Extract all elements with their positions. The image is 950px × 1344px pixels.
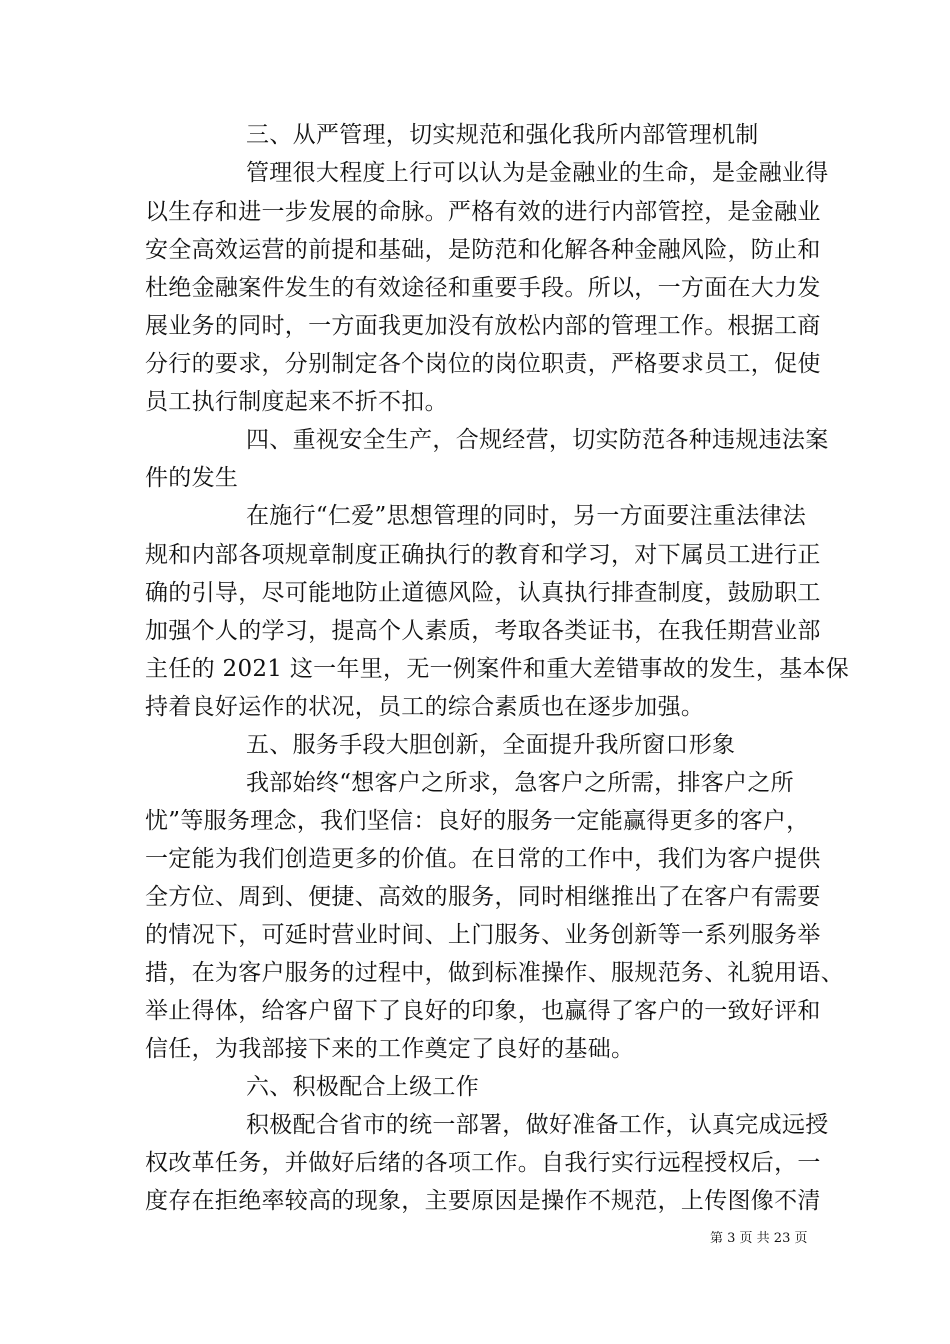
- paragraph-line: 积极配合省市的统一部署，做好准备工作，认真完成远授: [246, 1112, 829, 1138]
- section-heading-5: 五、服务手段大胆创新，全面提升我所窗口形象: [246, 732, 736, 758]
- paragraph-line: 规和内部各项规章制度正确执行的教育和学习，对下属员工进行正: [145, 542, 821, 568]
- paragraph-line: 全方位、周到、便捷、高效的服务，同时相继推出了在客户有需要: [145, 884, 821, 910]
- paragraph-line: 加强个人的学习，提高个人素质，考取各类证书，在我任期营业部: [145, 618, 821, 644]
- paragraph-line: 信任，为我部接下来的工作奠定了良好的基础。: [145, 1036, 635, 1062]
- paragraph-line: 度存在拒绝率较高的现象，主要原因是操作不规范，上传图像不清: [145, 1188, 821, 1214]
- paragraph-line: 以生存和进一步发展的命脉。严格有效的进行内部管控，是金融业: [145, 199, 821, 225]
- paragraph-line: 忧”等服务理念，我们坚信：良好的服务一定能赢得更多的客户，: [145, 808, 810, 834]
- paragraph-line: 措，在为客户服务的过程中，做到标准操作、服规范务、礼貌用语、: [145, 960, 844, 986]
- paragraph-line: 员工执行制度起来不折不扣。: [145, 389, 448, 415]
- paragraph-line: 一定能为我们创造更多的价值。在日常的工作中，我们为客户提供: [145, 846, 821, 872]
- paragraph-line: 展业务的同时，一方面我更加没有放松内部的管理工作。根据工商: [145, 313, 821, 339]
- paragraph-line: 权改革任务，并做好后绪的各项工作。自我行实行远程授权后，一: [145, 1150, 821, 1176]
- paragraph-line: 举止得体，给客户留下了良好的印象，也赢得了客户的一致好评和: [145, 998, 821, 1024]
- page-number-footer: 第 3 页 共 23 页: [710, 1231, 808, 1246]
- paragraph-line: 我部始终“想客户之所求，急客户之所需，排客户之所: [246, 770, 794, 796]
- paragraph-line: 的情况下，可延时营业时间、上门服务、业务创新等一系列服务举: [145, 922, 821, 948]
- paragraph-line: 安全高效运营的前提和基础，是防范和化解各种金融风险，防止和: [145, 237, 821, 263]
- paragraph-line: 杜绝金融案件发生的有效途径和重要手段。所以，一方面在大力发: [145, 275, 821, 301]
- section-heading-3: 三、从严管理，切实规范和强化我所内部管理机制: [246, 122, 759, 148]
- section-heading-6: 六、积极配合上级工作: [246, 1074, 479, 1100]
- section-heading-4-continuation: 件的发生: [145, 465, 239, 491]
- paragraph-line: 管理很大程度上行可以认为是金融业的生命，是金融业得: [246, 160, 829, 186]
- paragraph-line: 确的引导，尽可能地防止道德风险，认真执行排查制度，鼓励职工: [145, 580, 821, 606]
- paragraph-line: 主任的 2021 这一年里，无一例案件和重大差错事故的发生，基本保: [145, 656, 850, 682]
- paragraph-line: 在施行“仁爱”思想管理的同时，另一方面要注重法律法: [246, 503, 807, 529]
- paragraph-line: 持着良好运作的状况，员工的综合素质也在逐步加强。: [145, 694, 705, 720]
- paragraph-line: 分行的要求，分别制定各个岗位的岗位职责，严格要求员工，促使: [145, 351, 821, 377]
- section-heading-4: 四、重视安全生产，合规经营，切实防范各种违规违法案: [246, 427, 829, 453]
